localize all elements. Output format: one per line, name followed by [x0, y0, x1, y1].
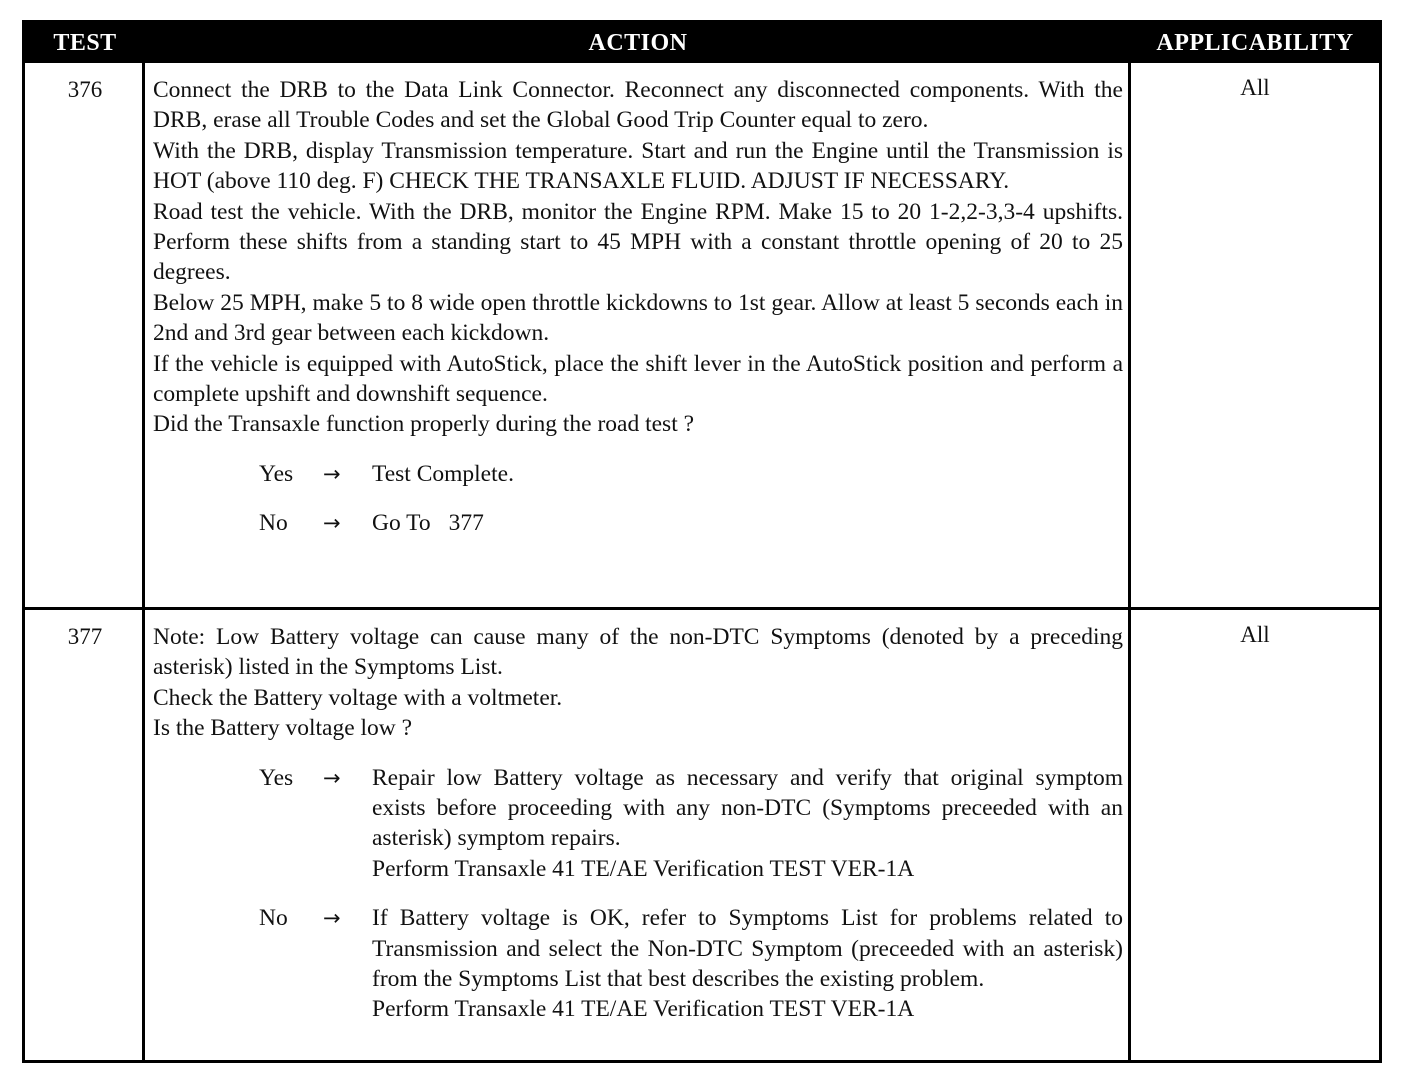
verification-step: Perform Transaxle 41 TE/AE Verification TEST VER-1A [372, 855, 915, 882]
action-cell [153, 622, 1123, 1025]
answer-text: Repair low Battery voltage as necessary and verify that original symptom exists before proceeding with any non-DTC (Symptoms preceeded with an asterisk) symptom repairs. [372, 764, 1123, 852]
action-paragraph: Below 25 MPH, make 5 to 8 wide open throttle kickdowns to 1st gear. Allow at least 5 seconds each in 2nd and 3rd gear between each kickdown. [153, 289, 1123, 347]
action-cell [153, 75, 1123, 539]
answer-label: Yes [259, 460, 294, 487]
verification-step: Perform Transaxle 41 TE/AE Verification TEST VER-1A [372, 996, 915, 1023]
answer-text [372, 508, 1123, 538]
action-paragraph: Note: Low Battery voltage can cause many of the non-DTC Symptoms (denoted by a preceding asterisk) listed in the Symptoms List. [153, 624, 1123, 681]
action-paragraph: Road test the vehicle. With the DRB, monitor the Engine RPM. Make 15 to 20 1-2,2-3,3-4 upshifts. Perform these shifts from a standing start to 45 MPH with a constant throttle opening of 20 to 25 degrees. [153, 198, 1123, 286]
table-row [25, 63, 1379, 607]
action-paragraph: Check the Battery voltage with a voltmeter. [153, 684, 563, 711]
right-arrow-icon: → [323, 765, 341, 790]
header-action: ACTION [588, 30, 688, 56]
answer-label: No [259, 510, 288, 537]
action-paragraph: If the vehicle is equipped with AutoStick, place the shift lever in the AutoStick position and perform a complete upshift and downshift sequence. [153, 350, 1123, 408]
answer-label: No [259, 905, 288, 932]
test-number: 377 [67, 624, 103, 649]
action-paragraph: Connect the DRB to the Data Link Connector. Reconnect any disconnected components. With the DRB, erase all Trouble Codes and set the Global Good Trip Counter equal to zero. [153, 77, 1123, 134]
right-arrow-icon: → [323, 906, 341, 931]
applicability-value: All [1240, 622, 1270, 647]
test-number: 376 [67, 77, 103, 102]
table-row [25, 610, 1379, 1063]
answer-no [153, 903, 1123, 1025]
answer-text: If Battery voltage is OK, refer to Symptoms List for problems related to Transmission and select the Non-DTC Symptom (preceeded with an asterisk) from the Symptoms List that best describes the existing problem. [372, 905, 1123, 993]
answer-no [153, 508, 1123, 538]
action-question: Did the Transaxle function properly during the road test ? [153, 411, 695, 438]
table-header [25, 23, 1379, 63]
goto-text: Go To [372, 510, 431, 537]
answer-text: Test Complete. [372, 460, 514, 487]
answer-yes [153, 459, 1123, 489]
action-paragraph: With the DRB, display Transmission temperature. Start and run the Engine until the Transmission is HOT (above 110 deg. F) CHECK THE TRANSAXLE FLUID. ADJUST IF NECESSARY. [153, 137, 1123, 195]
header-test: TEST [53, 30, 117, 56]
diagnostic-table [22, 20, 1382, 1063]
applicability-value: All [1240, 75, 1270, 100]
answer-yes [153, 763, 1123, 885]
goto-test-number: 377 [448, 510, 484, 537]
action-question: Is the Battery voltage low ? [153, 715, 413, 742]
answer-label: Yes [259, 764, 294, 791]
header-applicability: APPLICABILITY [1156, 30, 1354, 56]
right-arrow-icon: → [323, 461, 341, 486]
right-arrow-icon: → [323, 511, 341, 536]
